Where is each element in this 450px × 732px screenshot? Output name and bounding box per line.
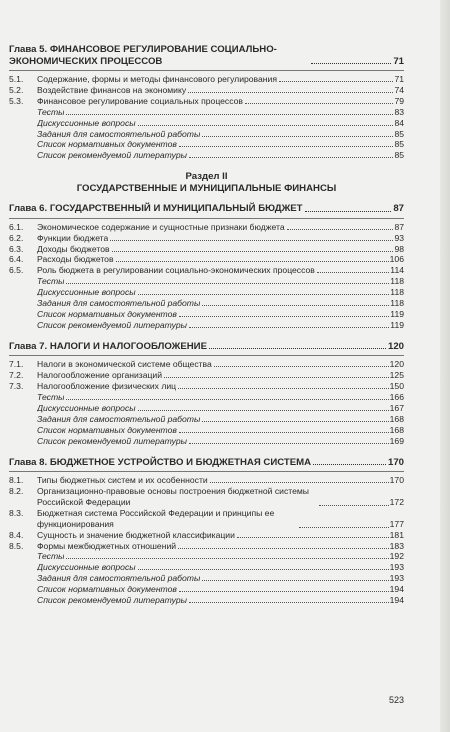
extra-page: 194 (389, 584, 404, 595)
extra-page: 167 (389, 402, 404, 413)
toc-extra (9, 425, 404, 436)
toc-extra (9, 287, 404, 298)
toc-entry (9, 381, 404, 392)
chapter-6-heading (9, 203, 404, 215)
toc-entry (9, 74, 404, 85)
chapter-8-heading (9, 457, 404, 469)
extra-page: 85 (394, 128, 404, 139)
entry-title: Сущность и значение бюджетной классификации (37, 529, 235, 540)
page-number: 523 (388, 695, 404, 705)
toc-extra (9, 403, 404, 414)
toc-extra (9, 129, 404, 140)
extra-title: Дискуссионные вопросы (37, 117, 136, 128)
entry-page: 98 (394, 243, 404, 254)
entry-number: 7.3. (9, 381, 24, 392)
toc-entry (9, 244, 404, 255)
extra-title: Список нормативных документов (37, 139, 177, 150)
dot-leader (112, 250, 394, 252)
entry-page: 172 (389, 496, 404, 507)
dot-leader (66, 557, 388, 559)
toc-entry (9, 475, 404, 486)
toc-entry (9, 370, 404, 381)
dot-leader (202, 304, 389, 306)
chapter-title: Глава 6. ГОСУДАРСТВЕННЫЙ И МУНИЦИПАЛЬНЫЙ БЮДЖЕТ (9, 203, 303, 215)
dot-leader (179, 315, 389, 317)
entry-title: Экономическое содержание и сущностные признаки бюджета (37, 221, 285, 232)
dot-leader (305, 211, 392, 212)
entry-page: 79 (394, 95, 404, 106)
dot-leader (209, 348, 386, 349)
entry-title: Функции бюджета (37, 232, 109, 243)
dot-leader (110, 239, 393, 241)
entry-page: 106 (389, 254, 404, 265)
extra-title: Задания для самостоятельной работы (37, 413, 201, 424)
entry-page: 181 (389, 529, 404, 540)
extra-page: 118 (390, 287, 404, 298)
dot-leader (188, 91, 393, 93)
extra-title: Дискуссионные вопросы (37, 287, 136, 298)
entry-number: 8.2. (9, 485, 24, 496)
entry-title: Финансовое регулирование социальных процессов (37, 95, 243, 106)
extra-title: Список рекомендуемой литературы (37, 595, 187, 606)
dot-leader (202, 420, 388, 422)
dot-leader (179, 145, 394, 147)
entry-title: Налоги в экономической системе общества (37, 359, 212, 370)
dot-leader (287, 228, 394, 230)
entry-number: 6.5. (9, 265, 24, 276)
entry-page: 71 (394, 74, 404, 84)
extra-page: 193 (389, 562, 404, 573)
extra-title: Дискуссионные вопросы (37, 562, 136, 573)
toc-extra (9, 584, 404, 595)
dot-leader (202, 135, 393, 137)
dot-leader (319, 504, 389, 506)
toc-extra (9, 276, 404, 287)
extra-page: 84 (394, 117, 404, 128)
entry-title: Воздействие финансов на экономику (37, 84, 187, 95)
chapter-rule (9, 355, 404, 356)
toc-extra (9, 573, 404, 584)
extra-title: Задания для самостоятельной работы (37, 573, 201, 584)
extra-title: Список рекомендуемой литературы (37, 319, 187, 330)
entry-number: 6.4. (9, 254, 24, 265)
toc-entry (9, 508, 404, 530)
extra-title: Задания для самостоятельной работы (37, 128, 201, 139)
dot-leader (66, 113, 393, 115)
chapter-page: 170 (387, 456, 404, 468)
dot-leader (279, 80, 393, 82)
extra-title: Список нормативных документов (37, 424, 177, 435)
dot-leader (317, 271, 389, 273)
toc-entry (9, 530, 404, 541)
extra-page: 194 (389, 595, 404, 606)
chapter-page: 120 (387, 340, 404, 352)
entry-number: 5.3. (9, 95, 24, 106)
dot-leader (210, 481, 389, 483)
entry-number: 6.1. (9, 221, 24, 232)
entry-number: 8.3. (9, 507, 24, 518)
dot-leader (179, 590, 389, 592)
extra-title: Задания для самостоятельной работы (37, 298, 201, 309)
dot-leader (189, 442, 389, 444)
toc-extra (9, 595, 404, 606)
dot-leader (66, 282, 389, 284)
extra-page: 169 (389, 435, 404, 446)
chapter-title: Глава 7. НАЛОГИ И НАЛОГООБЛОЖЕНИЕ (9, 340, 207, 352)
dot-leader (189, 156, 393, 158)
table-of-contents (9, 44, 404, 606)
chapter-title: Глава 8. БЮДЖЕТНОЕ УСТРОЙСТВО И БЮДЖЕТНАЯ СИСТЕМА (9, 456, 312, 468)
section-title: ГОСУДАРСТВЕННЫЕ И МУНИЦИПАЛЬНЫЕ ФИНАНСЫ (76, 182, 337, 194)
toc-entry (9, 486, 404, 508)
toc-extra (9, 309, 404, 320)
dot-leader (138, 409, 389, 411)
dot-leader (245, 102, 393, 104)
extra-title: Тесты (37, 106, 65, 117)
extra-title: Список нормативных документов (37, 309, 177, 319)
page-edge (440, 0, 450, 732)
extra-page: 119 (390, 319, 404, 330)
extra-page: 118 (390, 298, 404, 309)
chapter-page: 71 (393, 55, 404, 67)
entry-number: 6.2. (9, 232, 24, 243)
entry-page: 170 (389, 475, 404, 486)
dot-leader (189, 326, 389, 328)
toc-extra (9, 551, 404, 562)
extra-page: 168 (389, 424, 404, 435)
dot-leader (116, 260, 389, 262)
dot-leader (311, 63, 391, 64)
extra-page: 193 (389, 573, 404, 584)
entry-title: Содержание, формы и методы финансового регулирования (37, 74, 277, 84)
entry-number: 6.3. (9, 243, 24, 254)
extra-page: 168 (389, 413, 404, 424)
toc-extra (9, 320, 404, 331)
toc-extra (9, 298, 404, 309)
chapter-5-heading (9, 44, 404, 67)
extra-title: Тесты (37, 276, 65, 287)
dot-leader (237, 536, 389, 538)
dot-leader (138, 293, 390, 295)
entry-page: 114 (390, 265, 404, 276)
toc-entry (9, 85, 404, 96)
entry-page: 125 (389, 370, 404, 381)
entry-page: 120 (389, 359, 404, 370)
toc-extra (9, 414, 404, 425)
entry-title: Налогообложение организаций (37, 370, 163, 381)
dot-leader (202, 579, 388, 581)
extra-page: 118 (390, 276, 404, 287)
entry-title: Расходы бюджетов (37, 254, 114, 265)
entry-number: 7.1. (9, 359, 24, 370)
toc-entry (9, 233, 404, 244)
entry-title: Бюджетная система Российской Федерации и принципы ее функционирования (37, 507, 275, 529)
entry-title: Типы бюджетных систем и их особенности (37, 475, 208, 486)
dot-leader (66, 398, 388, 400)
toc-extra (9, 118, 404, 129)
toc-extra (9, 562, 404, 573)
toc-entry (9, 541, 404, 552)
dot-leader (178, 547, 389, 549)
extra-title: Тесты (37, 551, 65, 562)
dot-leader (138, 124, 394, 126)
entry-number: 8.4. (9, 529, 24, 540)
chapter-rule (9, 471, 404, 472)
dot-leader (138, 568, 389, 570)
extra-page: 85 (394, 139, 404, 150)
entry-page: 87 (394, 221, 404, 232)
entry-page: 74 (394, 84, 404, 95)
entry-page: 150 (389, 381, 404, 392)
dot-leader (214, 365, 389, 367)
entry-page: 177 (389, 518, 404, 529)
dot-leader (299, 526, 389, 528)
section-label: Раздел II (185, 171, 228, 183)
entry-title: Доходы бюджетов (37, 243, 110, 254)
entry-number: 8.1. (9, 475, 24, 486)
dot-leader (178, 387, 389, 389)
chapter-7-heading (9, 341, 404, 353)
entry-number: 8.5. (9, 540, 24, 551)
entry-title: Организационно-правовые основы построения бюджетной системы Российской Федерации (37, 485, 309, 507)
entry-title: Роль бюджета в регулировании социально-экономических процессов (37, 265, 315, 276)
entry-title: Формы межбюджетных отношений (37, 540, 177, 551)
toc-extra (9, 150, 404, 161)
toc-entry (9, 222, 404, 233)
toc-entry (9, 265, 404, 276)
chapter-rule (9, 218, 404, 219)
toc-entry (9, 359, 404, 370)
dot-leader (179, 431, 389, 433)
toc-entry (9, 254, 404, 265)
toc-extra (9, 107, 404, 118)
extra-page: 166 (389, 392, 404, 403)
extra-page: 119 (390, 309, 404, 319)
extra-title: Список нормативных документов (37, 584, 177, 595)
toc-entry (9, 96, 404, 107)
toc-extra (9, 392, 404, 403)
entry-number: 7.2. (9, 370, 24, 381)
chapter-page: 87 (393, 203, 404, 215)
entry-title: Налогообложение физических лиц (37, 381, 177, 392)
dot-leader (189, 601, 389, 603)
entry-page: 183 (389, 540, 404, 551)
chapter-rule (9, 70, 404, 71)
entry-number: 5.1. (9, 74, 24, 84)
extra-page: 85 (394, 150, 404, 161)
toc-extra (9, 139, 404, 150)
dot-leader (164, 376, 389, 378)
toc-extra (9, 436, 404, 447)
extra-page: 83 (394, 106, 404, 117)
entry-number: 5.2. (9, 84, 24, 95)
extra-title: Список рекомендуемой литературы (37, 435, 187, 446)
entry-page: 93 (394, 232, 404, 243)
extra-title: Список рекомендуемой литературы (37, 150, 187, 161)
chapter-title: Глава 5. ФИНАНСОВОЕ РЕГУЛИРОВАНИЕ СОЦИАЛЬНО-ЭКОНОМИЧЕСКИХ ПРОЦЕССОВ (9, 44, 277, 67)
extra-title: Дискуссионные вопросы (37, 402, 136, 413)
extra-title: Тесты (37, 392, 65, 403)
dot-leader (313, 464, 386, 465)
extra-page: 192 (389, 551, 404, 562)
